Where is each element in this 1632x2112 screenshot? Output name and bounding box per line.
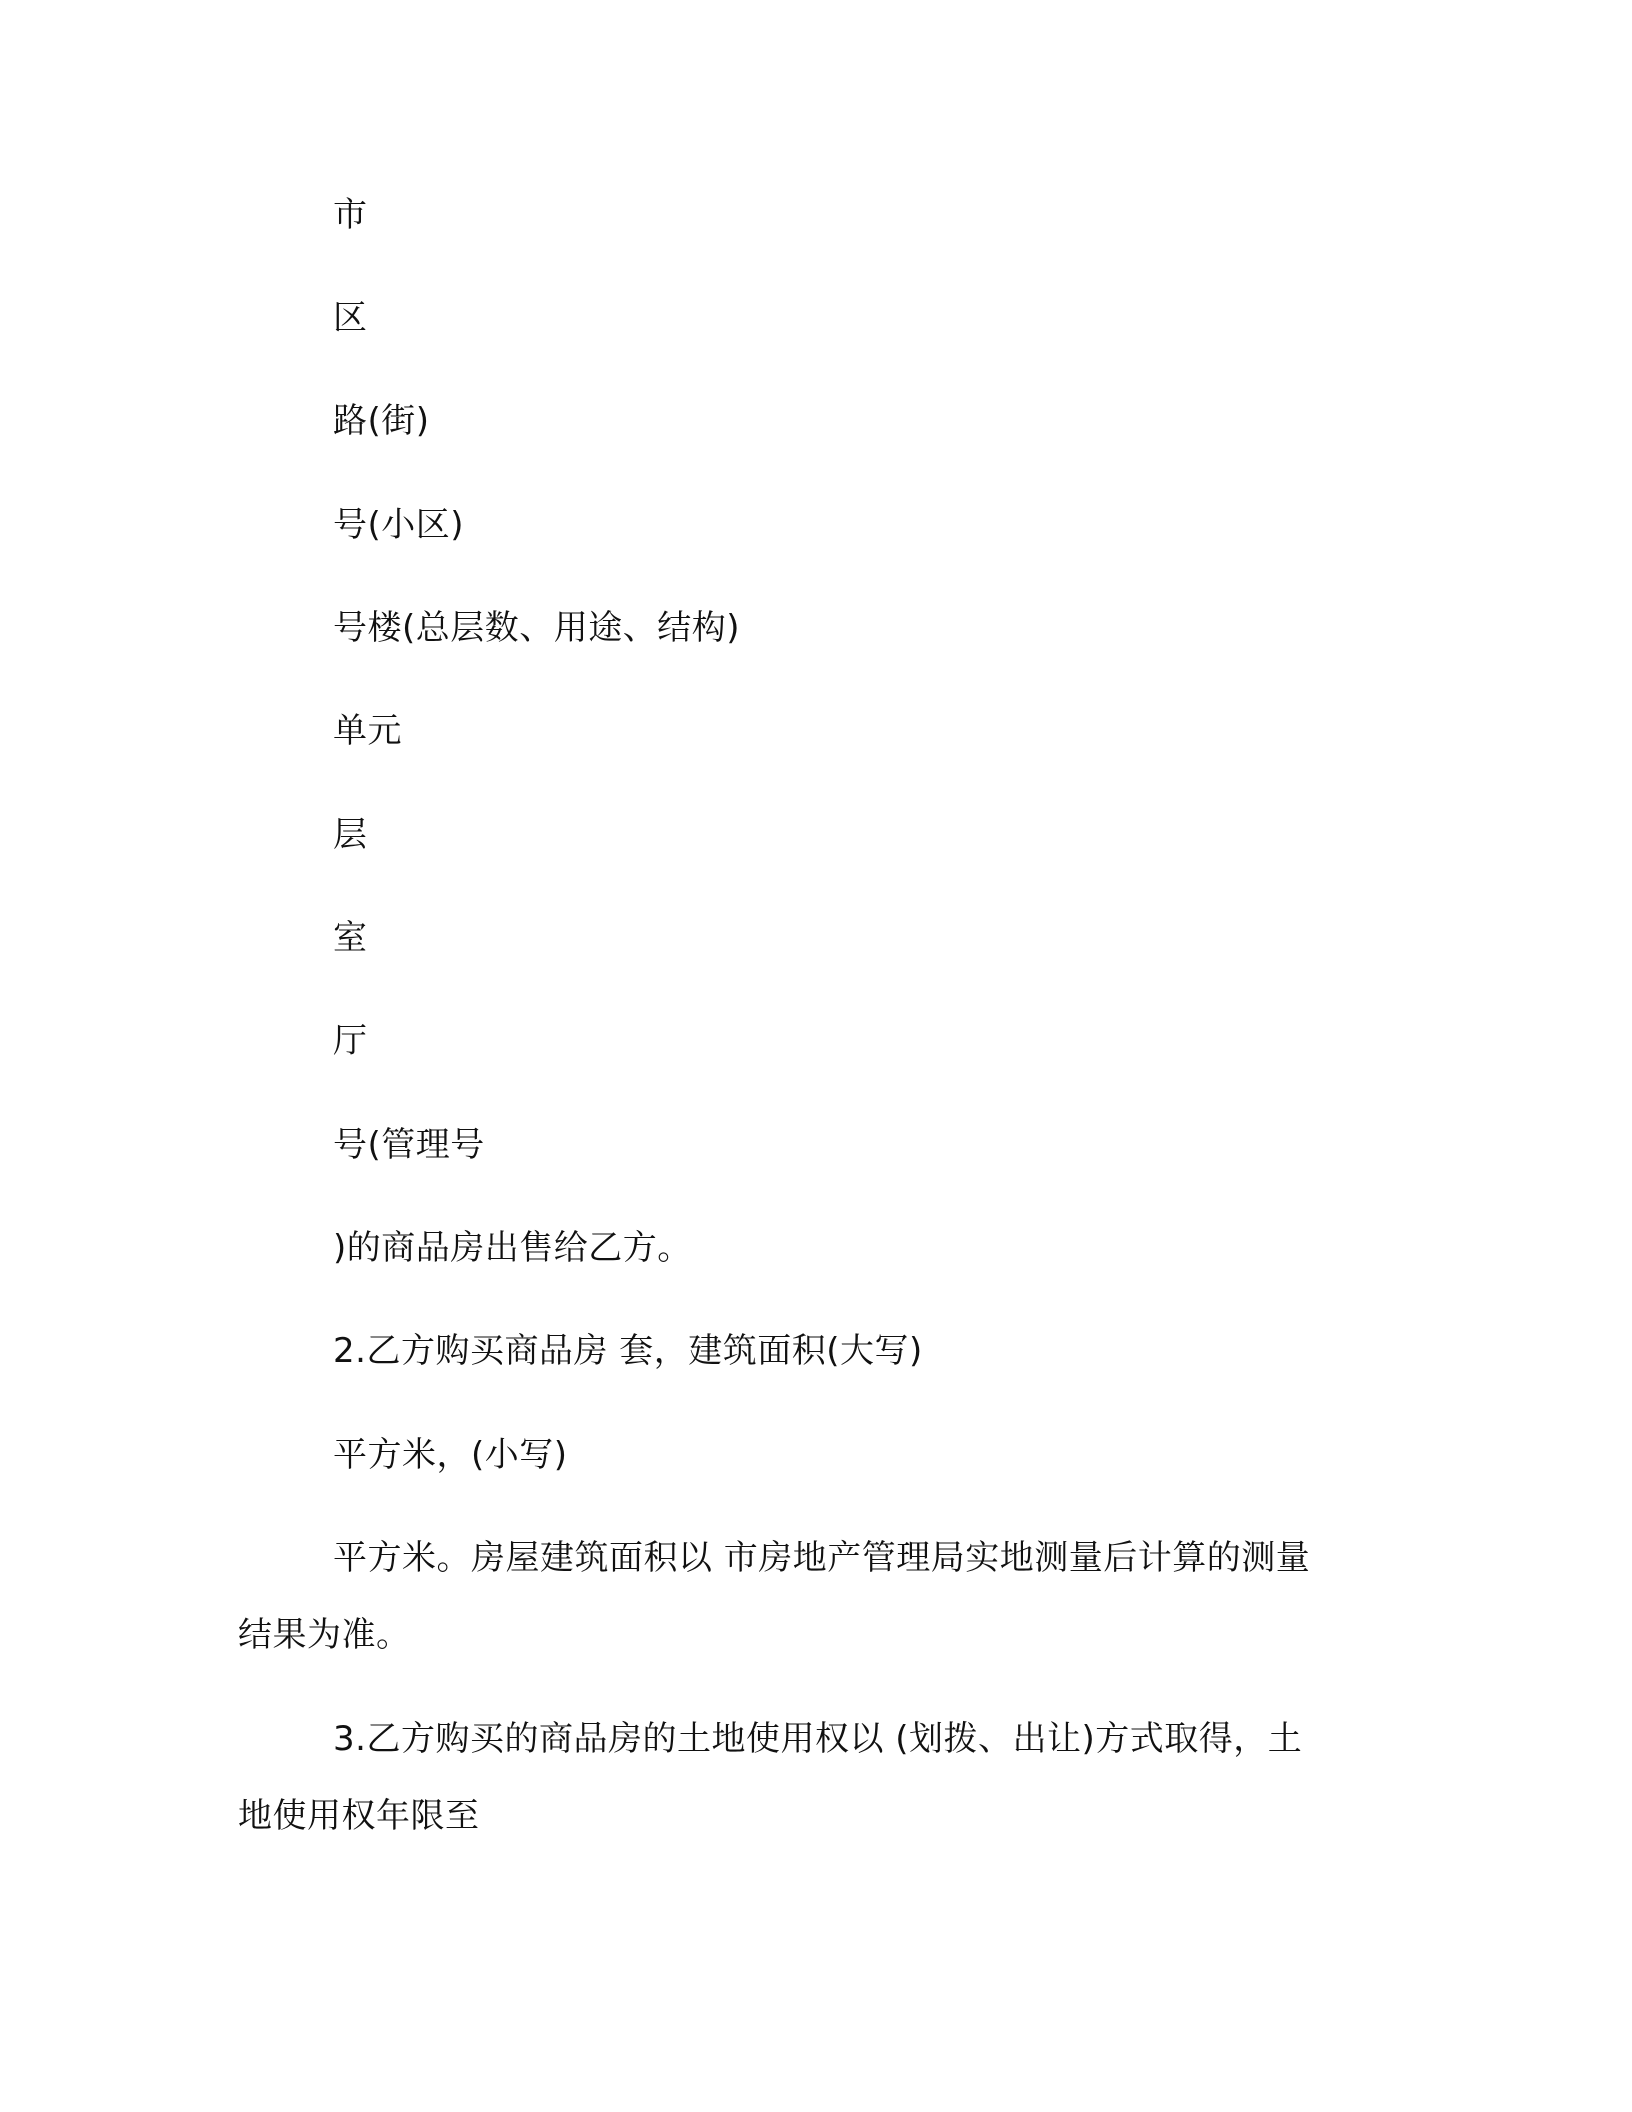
text-line-number-community: 号(小区) [333, 505, 465, 545]
text-line-district: 区 [333, 298, 368, 338]
text-line-sale-statement: )的商品房出售给乙方。 [333, 1228, 692, 1268]
clause-2-line-1: 2.乙方购买商品房 套，建筑面积(大写) [333, 1331, 923, 1371]
text-line-road: 路(街) [333, 401, 430, 441]
text-line-management-number: 号(管理号 [333, 1125, 485, 1165]
text-line-floor: 层 [333, 815, 368, 855]
text-line-room: 室 [333, 918, 368, 958]
clause-2-line-4: 结果为准。 [238, 1615, 411, 1655]
text-line-city: 市 [333, 195, 368, 235]
text-line-building: 号楼(总层数、用途、结构) [333, 608, 741, 648]
text-line-hall: 厅 [333, 1021, 368, 1061]
clause-2-line-2: 平方米，(小写) [333, 1435, 568, 1475]
clause-2-line-3: 平方米。房屋建筑面积以 市房地产管理局实地测量后计算的测量 [333, 1538, 1311, 1578]
text-line-unit: 单元 [333, 711, 402, 751]
clause-3-line-1: 3.乙方购买的商品房的土地使用权以 (划拨、出让)方式取得，土 [333, 1719, 1303, 1759]
clause-3-line-2: 地使用权年限至 [238, 1796, 480, 1836]
